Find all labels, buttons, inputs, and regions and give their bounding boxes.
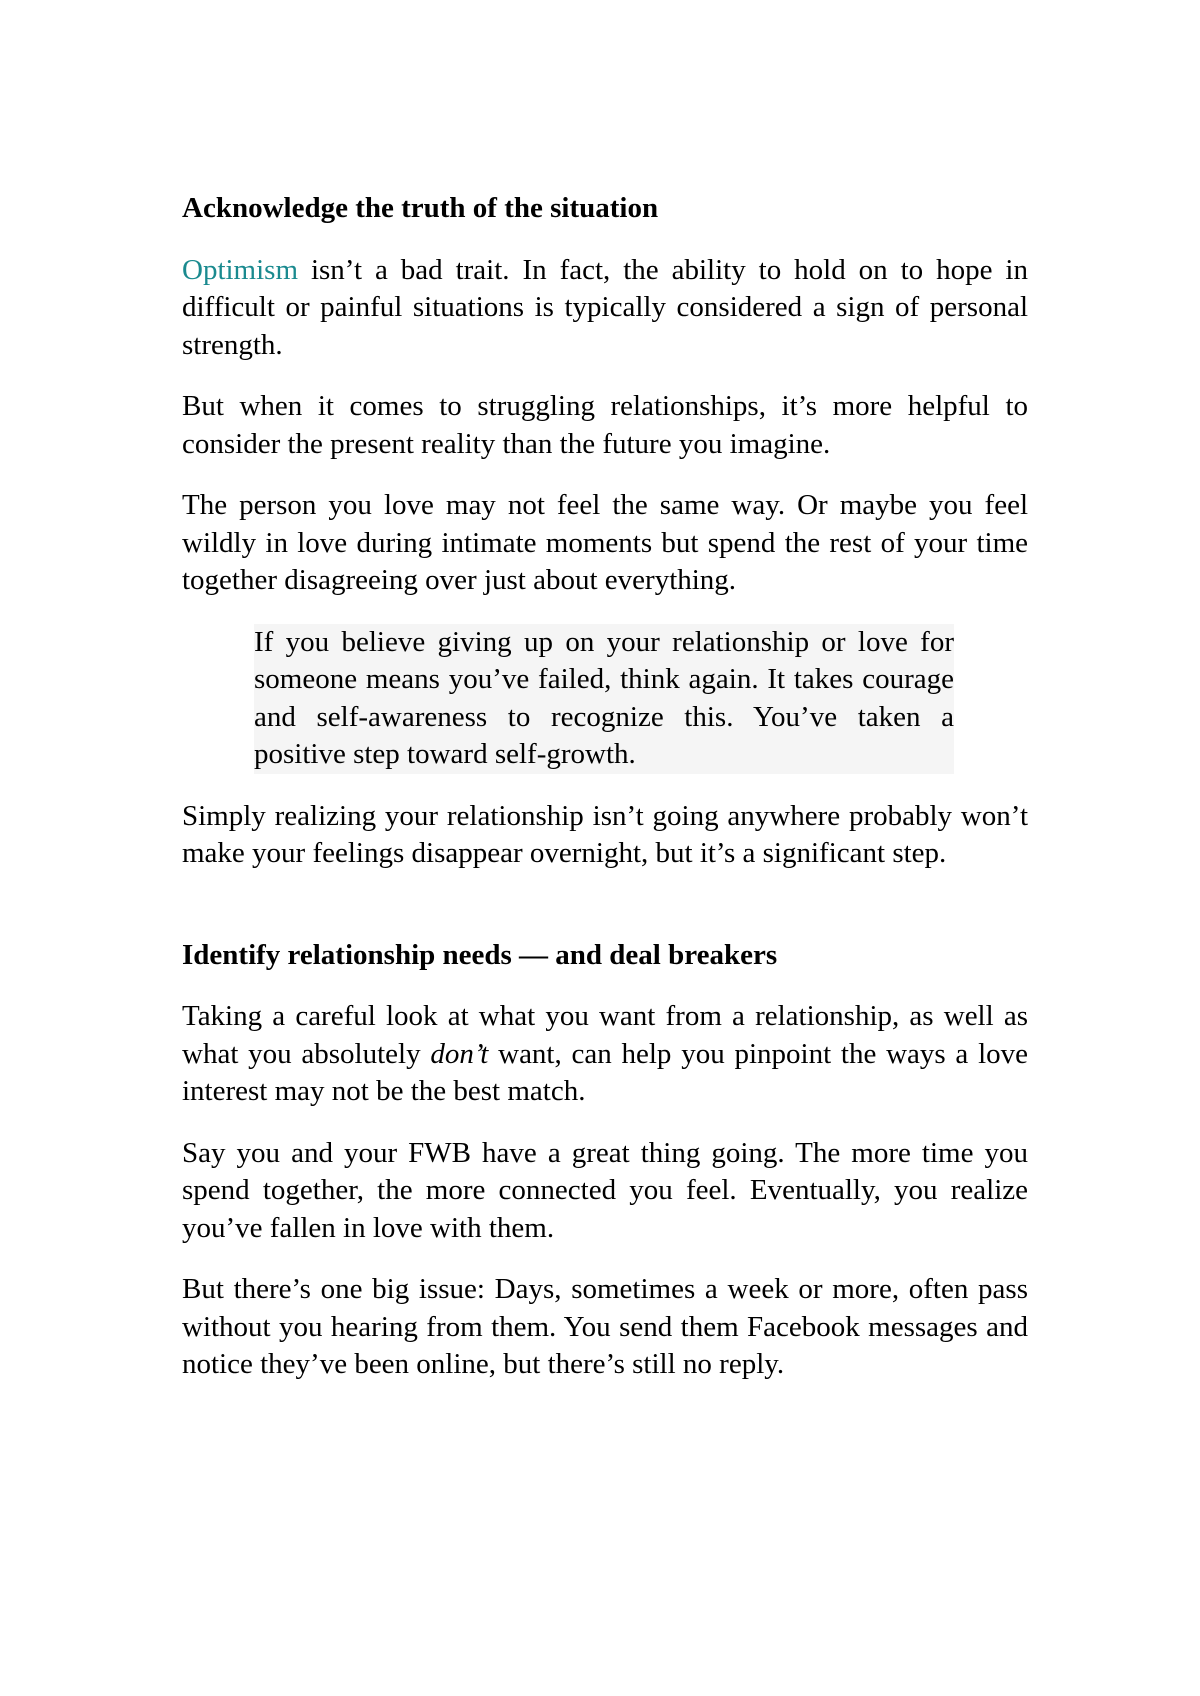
section-heading-acknowledge: Acknowledge the truth of the situation [182, 192, 659, 224]
emphasis-dont: don’t [430, 1037, 489, 1070]
paragraph-optimism [182, 252, 1028, 365]
optimism-link[interactable]: Optimism [182, 253, 299, 286]
document-page [182, 190, 1028, 1408]
paragraph-big-issue: But there’s one big issue: Days, sometimes a week or more, often pass without you hearing from them. You send them Facebook messages and notice they’ve been online, but there’s still no reply. [182, 1273, 1028, 1380]
section-spacer [182, 897, 1028, 937]
section-heading-identify-needs: Identify relationship needs — and deal breakers [182, 938, 778, 971]
callout-quote: If you believe giving up on your relationship or love for someone means you’ve failed, think again. It takes courage and self-awareness to recognize this. You’ve taken a positive step toward self-growth. [254, 624, 954, 774]
paragraph-simply-realizing: Simply realizing your relationship isn’t going anywhere probably won’t make your feelings disappear overnight, but it’s a significant step. [182, 799, 1028, 869]
paragraph-optimism-text: isn’t a bad trait. In fact, the ability to hold on to hope in difficult or painful situations is typically considered a sign of personal strength. [182, 253, 1028, 361]
paragraph-careful-look [182, 998, 1028, 1111]
paragraph-person-you-love: The person you love may not feel the same way. Or maybe you feel wildly in love during intimate moments but spend the rest of your time together disagreeing over just about everything. [182, 489, 1028, 596]
paragraph-careful-look-end: want, can help you pinpoint the ways a love interest may not be the best match. [182, 1037, 1028, 1107]
paragraph-careful-look-start: Taking a careful look at what you want from a relationship, as well as what you absolutely [182, 1000, 1028, 1070]
paragraph-struggling-relationships: But when it comes to struggling relationships, it’s more helpful to consider the present reality than the future you imagine. [182, 390, 1028, 460]
paragraph-fwb: Say you and your FWB have a great thing going. The more time you spend together, the more connected you feel. Eventually, you realize you’ve fallen in love with them. [182, 1136, 1028, 1244]
